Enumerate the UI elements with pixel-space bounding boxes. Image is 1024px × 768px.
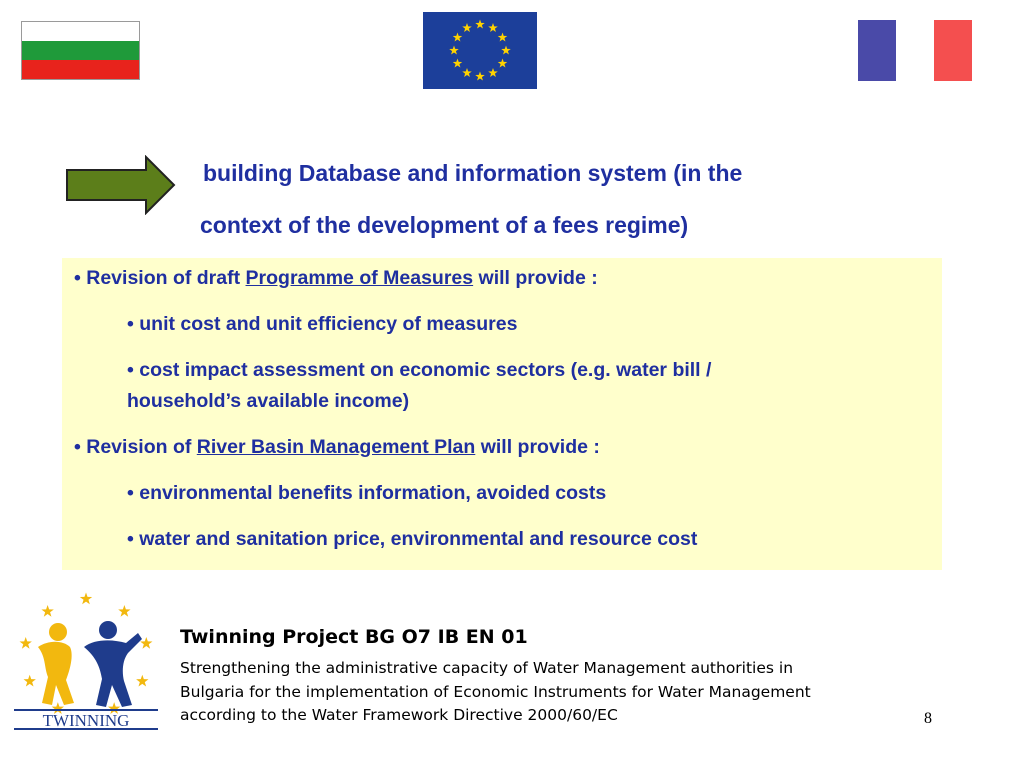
eu-star-icon: [453, 59, 463, 68]
sub-bullet-water-price: • water and sanitation price, environmental and resource cost: [127, 528, 698, 550]
bullet-item-rbmp: • Revision of River Basin Management Plan will provide :: [74, 436, 600, 458]
eu-star-icon: [488, 68, 498, 77]
sub-bullet-unit-cost: • unit cost and unit efficiency of measures: [127, 313, 518, 335]
eu-star-icon: [498, 59, 508, 68]
logo-star-icon: [118, 605, 130, 617]
eu-star-icon: [453, 33, 463, 42]
footer-description: [180, 657, 1010, 728]
eu-star-icon: [449, 46, 459, 55]
footer-line-2: Bulgaria for the implementation of Economic Instruments for Water Management: [180, 682, 811, 701]
footer-line-3: according to the Water Framework Directive 2000/60/EC: [180, 706, 618, 724]
content-box: [62, 258, 942, 570]
logo-star-icon: [136, 675, 148, 687]
france-flag-red: [934, 20, 972, 81]
footer-title: Twinning Project BG O7 IB EN 01: [180, 626, 528, 648]
logo-text: TWINNING: [42, 711, 130, 730]
footer-line-1: Strengthening the administrative capacity of Water Management authorities in: [180, 659, 794, 677]
sub-bullet-cost-impact-line1: • cost impact assessment on economic sectors (e.g. water bill /: [127, 359, 712, 381]
river-basin-management-plan-link[interactable]: River Basin Management Plan: [196, 436, 476, 458]
page-number: 8: [924, 710, 932, 727]
logo-star-icon: [80, 593, 92, 605]
eu-star-icon: [462, 68, 472, 77]
sub-bullet-environmental-benefits: • environmental benefits information, avoided costs: [127, 482, 607, 504]
eu-star-icon: [475, 20, 485, 29]
twinning-logo-icon: [8, 585, 164, 741]
twinning-logo: [8, 585, 164, 741]
logo-star-icon: [140, 637, 152, 649]
logo-star-icon: [41, 605, 53, 617]
logo-star-icon: [20, 637, 32, 649]
arrow-right-icon: [66, 155, 178, 215]
programme-of-measures-link[interactable]: Programme of Measures: [245, 267, 474, 289]
eu-star-icon: [475, 72, 485, 81]
page-title-line1: building Database and information system (in the: [203, 160, 743, 186]
eu-star-icon: [488, 23, 498, 32]
eu-star-icon: [462, 23, 472, 32]
page-title-line2: context of the development of a fees regime): [200, 212, 689, 238]
bullet-item-programme: • Revision of draft Programme of Measures will provide :: [74, 267, 598, 289]
eu-star-icon: [498, 33, 508, 42]
eu-stars-icon: [423, 12, 537, 89]
logo-star-icon: [24, 675, 36, 687]
eu-flag: [423, 12, 537, 89]
eu-star-icon: [501, 46, 511, 55]
bulgaria-flag: [21, 21, 140, 80]
sub-bullet-cost-impact-line2: household’s available income): [127, 390, 410, 412]
france-flag-blue: [858, 20, 896, 81]
